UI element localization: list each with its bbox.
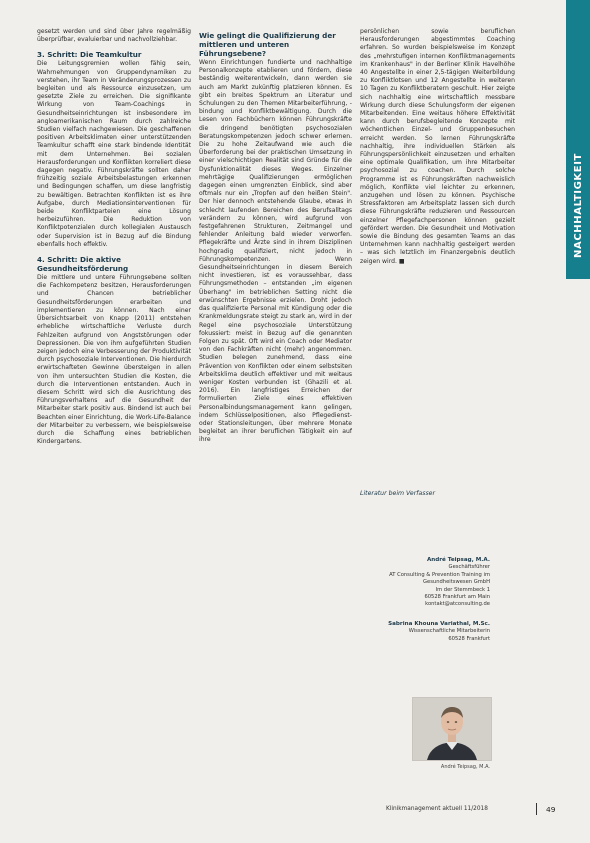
column-1 [37, 28, 191, 798]
section-label: NACHHALTIGKEIT [572, 152, 584, 258]
author-line: Geschäftsführer [448, 564, 490, 571]
qualifizierung-text: Wenn Einrichtungen fundierte und nachhaltige Personalkonzepte etablieren und fördern, diese beständig weiterentwickeln, dann werden sie auch am Markt zukünftig platzieren können. Es gibt ein breites Spektrum an Literatur und Schulungen zu den Themen Mitarbeiterführung, -bindung und Konfliktbewältigung. Durch die Lesen von Fachbüchern können Führungskräfte die dringend benötigten psychosozialen Beratungskompetenzen jedoch schwer erlernen. Die zu hohe Zeitaufwand wie auch die Überforderung bei der praktischen Umsetzung in einer vielschichtigen Realität sind Gründe für die Dysfunktionalität dieses Weges. Einzelner mehrtägige Qualifizierungen ermöglichen dagegen einen umgrenzten Einblick, sind aber oftmals nur ein „Tropfen auf den heißen Stein". Der hier dennoch entstehende Glaube, etwas in schlecht laufenden Bereichen des Berufsalltags verändern zu können, wird aufgrund von festgefahrenen Strukturen, Zeitmangel und fehlender Anleitung bald wieder verworfen. Pflegekräfte und Ärzte sind in ihrem Disziplinen hochgradig qualifiziert, nicht jedoch in Führungskompetenzen. Wenn Gesundheitseinrichtungen in diesem Bereich nicht investieren, ist es voraussehbar, dass Führungsmethoden – entstanden „im eigenen Überhang" im betrieblichen Setting nicht die erwünschten Ergebnisse erzielen. Droht jedoch das qualifizierte Personal mit Kündigung oder die Krankmeldungsrate steigt zu stark an, wird in der Regel eine psychosoziale Unterstützung fokussiert: meist in Bezug auf die genannten Folgen zu spät. Oft wird ein Coach oder Mediator von den Fachkräften nicht (mehr) angenommen. Studien belegen zunehmend, dass eine Prävention von Konflikten oder einem selbstsiten Arbeitsklima deutlich effektiver und mit weitaus weniger Kosten verbunden ist (Ghazili et al. 2016). Ein langfristiges Erreichen der formulierten Ziele eines effektiven Personalbindungsmanagement kann gelingen, indem Schlüsselpositionen, also Pflegedienst- oder Stationsleitungen, über mehrere Monate begleitet an ihrer beruflichen Tätigkeit ein auf ihre [199, 59, 352, 444]
intro-text: gesetzt werden und sind über Jahre regelmäßig überprüfbar, evaluierbar und nachvollziehbar. [37, 28, 191, 44]
literature-note: Literatur beim Verfasser [360, 490, 436, 497]
author-info-1 [389, 557, 490, 609]
author-portrait-photo [412, 697, 492, 761]
column3-text [360, 28, 515, 266]
author-line: Im der Stemmbeck 1 [435, 586, 490, 593]
author-name: Sabrina Khouna Variathal, M.Sc. [388, 621, 490, 627]
portrait-illustration [413, 698, 491, 760]
author-line: 60528 Frankfurt [448, 635, 490, 642]
author-info-2 [388, 621, 490, 643]
author-line: 60528 Frankfurt am Main [424, 594, 490, 601]
footer-journal-title: Klinikmanagement aktuell 11/2018 [386, 806, 488, 812]
column-2 [199, 28, 352, 804]
author-name: André Teipsag, M.A. [426, 557, 490, 563]
author-line: Gesundheitswesen GmbH [423, 579, 490, 586]
section-heading-gesundheitsfoerderung: 4. Schritt: Die aktive Gesundheitsförderung [37, 255, 129, 274]
column-3 [360, 28, 515, 473]
footer-divider [536, 803, 537, 815]
photo-caption: André Teipsag, M.A. [440, 764, 490, 770]
author-line: Wissenschaftliche Mitarbeiterin [408, 628, 490, 635]
page-number: 49 [546, 805, 556, 814]
column3-body: persönlichen sowie beruflichen Herausforderungen abgestimmtes Coaching erfahren. So wurden beispielsweise im Konzept des „mehrstufigen internen Konfliktmanagements im Krankenhaus" in der Berliner Klinik Havelhöhe 40 Angestellte in einer 2,5-tägigen Weiterbildung zu Konfliktlotsen und 12 Angestellte in weiteren 10 Tagen zu Konfliktberatern geschult. Hier zeigte sich nachhaltig eine wirtschaftlich messbare Wirkung durch diese Schulungsform der eigenen Mitarbeitenden. Eine weitaus höhere Effektivität kann durch berufsbegleitende Konzepte mit wöchentlichen Einzel- und Gruppenbesuchen erreicht werden. So lernen Führungskräfte nachhaltig, ihre individuellen Stärken als Führungspersönlichkeit einzusetzen und erhalten eine optimale Qualifikation, um ihre Mitarbeiter psychosozial zu coachen. Durch solche Programme ist es Führungskräften nachweislich möglich, Konflikte viel leichter zu erkennen, anzugehen und lösen zu können. Psychische Stressfaktoren am Arbeitsplatz lassen sich durch diese Führungskräfte reduzieren und Ressourcen einzelner Pflegefachpersonen können gezielt gefördert werden. Die Gesundheit und Motivation sowie die Bindung des gesamten Teams an das Unternehmen kann nachhaltig gesteigert werden – was sich letztlich im Finanzergebnis deutlich zeigen wird. [360, 28, 515, 265]
author-email[interactable]: kontakt@atconsulting.de [425, 601, 490, 608]
section-heading-teamkultur: 3. Schritt: Die Teamkultur [37, 50, 142, 60]
section-side-tab-label [568, 150, 588, 260]
teamkultur-text: Die Leitungsgremien wollen fähig sein, Wahrnehmungen von Gruppendynamiken zu verstehen, ihr Team in Veränderungsprozessen zu begleiten und als Ressource einzusetzen, um gesetzte Ziele zu erreichen. Die signifikante Wirkung von Team-Coachings in Gesundheitseinrichtungen ist insbesondere im angloamerikanischen Raum durch zahlreiche Studien vielfach nachgewiesen. Die geschaffenen positiven Arbeitsklimaten einer unterstützenden Teamkultur schafft eine stark bindende Identität mit dem Unternehmen. Bei sozialen Herausforderungen und Konflikten korreliert diese dagegen negativ. Führungskräfte sollten daher frühzeitig soziale Arbeitsbelastungen erkennen und Bedingungen schaffen, um diese langfristig zu bewältigen. Betrachten Konflikten ist es ihre Aufgabe, durch Mediationsinterventionen für beide Konfliktparteien eine Lösung herbeizuführen. Die Reduktion von Konfliktpotenzialen durch kollegialen Austausch oder Supervision ist in Bezug auf die Bindung ebenfalls hoch effektiv. [37, 60, 191, 248]
end-mark-icon: ■ [398, 257, 405, 265]
section-heading-qualifizierung: Wie gelingt die Qualifizierung der mittleren und unteren Führungsebene? [199, 31, 336, 58]
author-line: AT Consulting & Prevention Training im [389, 571, 490, 578]
gesundheitsfoerderung-text: Die mittlere und untere Führungsebene sollten die Fachkompetenz besitzen, Herausforderungen und Chancen betrieblicher Gesundheitsförderungen erarbeiten und implementieren zu können. Nach einer Übersichtsarbeit von Knapp (2011) entstehen erhebliche wirtschaftliche Verluste durch Fehlzeiten aufgrund von Angststörungen oder Depressionen. Die von ihm aufgeführten Studien zeigen jedoch eine Verbesserung der Produktivität durch psychosoziale Interventionen. Die hierdurch erwirtschafteten Gewinne übersteigen in allen von ihm untersuchten Studien die Kosten, die durch die Interventionen entstanden. Auch in diesem Schritt wird sich die Ausrichtung des Führungsverhaltens auf die Gesundheit der Mitarbeiter stark positiv aus. Bindend ist auch bei Beachten einer Einrichtung, die Work-Life-Balance der Mitarbeiter zu verbessern, wie beispielsweise durch die Schaffung eines betrieblichen Kindergartens. [37, 274, 191, 446]
